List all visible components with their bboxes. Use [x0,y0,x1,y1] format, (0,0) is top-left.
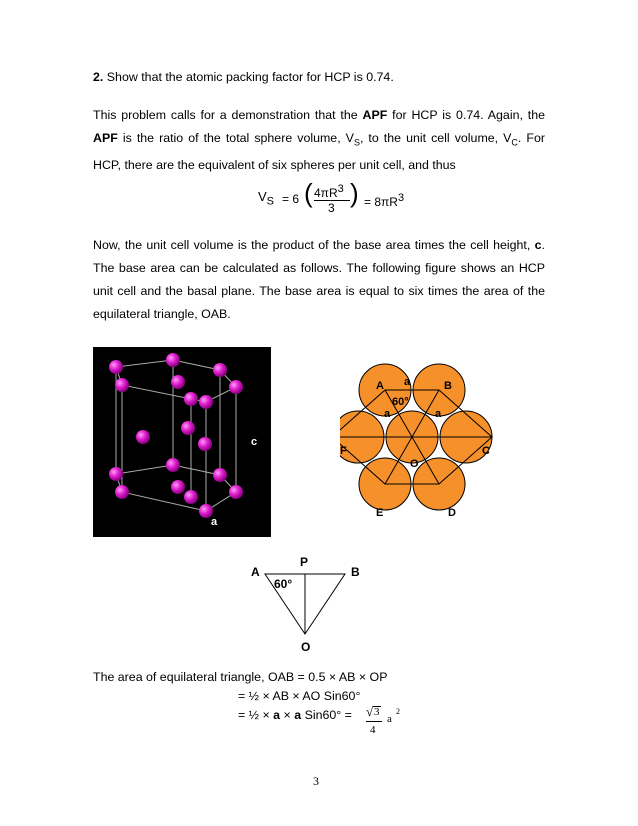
question-text: Show that the atomic packing factor for HCP is 0.74. [106,70,394,84]
area-denominator: 4 [370,724,376,736]
subscript-c: C [511,137,518,148]
apf-term: APF [93,131,118,145]
eq-lhs: $V_S$ [258,189,275,208]
hcp-unit-cell-figure [93,347,271,537]
area-line-3: = ½ × a × a Sin60° = [238,708,352,722]
question-number: 2. [93,70,104,84]
basal-label-D: D [448,507,456,519]
area-fraction [366,702,416,742]
paragraph-2 [93,234,545,326]
eq-equals: = 6 [282,192,300,206]
paragraph-1 [93,104,545,177]
eq-denominator: 3 [328,201,335,215]
area-a: a [273,708,281,722]
triangle-oab-figure [245,550,375,665]
para1-line1 [93,104,545,127]
hcp-label-a: a [211,516,218,528]
para1-line3: HCP, there are the equivalent of six spheres per unit cell, and thus [93,158,456,173]
area-a-squared: a [387,713,392,725]
area-exponent: 2 [396,707,400,716]
basal-label-B: B [444,380,452,392]
eq-numerator: $4\pi R^3$ [314,183,344,200]
page-number: 3 [313,774,319,788]
sqrt-number: 3 [374,706,380,718]
basal-side-a: a [404,376,411,388]
triangle-label-P: P [300,555,309,569]
basal-side-a: a [435,408,442,420]
para2-line2: The base area can be calculated as follows. The following figure shows an HCP [93,261,545,275]
para1-text-e: . For [517,131,545,145]
area-line-2: = ½ × AB × AO Sin60° [238,689,361,703]
triangle-label-B: B [351,565,360,579]
subscript-s: S [353,137,360,148]
cell-height-c: c [534,238,542,252]
para1-text-a: This problem calls for a demonstration that the [93,108,358,122]
triangle-angle: 60° [274,577,293,591]
basal-plane-figure [340,350,510,540]
triangle-label-O: O [301,640,311,654]
sqrt-sign: √ [366,704,374,719]
basal-side-a: a [384,408,391,420]
para1-text-b: for HCP is 0.74. Again, the [392,108,545,122]
para2-line4: equilateral triangle, OAB. [93,307,231,321]
hcp-label-c: c [251,436,258,448]
basal-label-A: A [376,380,384,392]
para1-line2 [93,127,545,154]
para1-text-d: , to the unit cell volume, V [359,131,512,145]
basal-angle: 60° [392,396,409,408]
basal-label-O: O [410,458,419,470]
area-line-1: The area of equilateral triangle, OAB = 0.5 × AB × OP [93,670,388,684]
para2-line3: unit cell and the basal plane. The base area is equal to six times the area of the [93,284,545,298]
apf-term: APF [362,108,388,122]
left-paren: ( [304,178,313,208]
basal-label-F: F [340,445,347,457]
basal-label-C: C [482,445,490,457]
question-line [93,66,553,89]
para1-text-c: is the ratio of the total sphere volume, V [122,131,354,145]
eq-rhs: = $8\pi R^3$ [364,192,405,209]
area-fraction-bar [366,721,382,722]
right-paren: ) [350,178,359,208]
basal-label-E: E [376,507,384,519]
triangle-label-A: A [251,565,260,579]
equation-vs [258,176,418,216]
area-a: a [294,708,302,722]
para2-line1: Now, the unit cell volume is the product of the base area times the cell height, c. [93,238,545,252]
